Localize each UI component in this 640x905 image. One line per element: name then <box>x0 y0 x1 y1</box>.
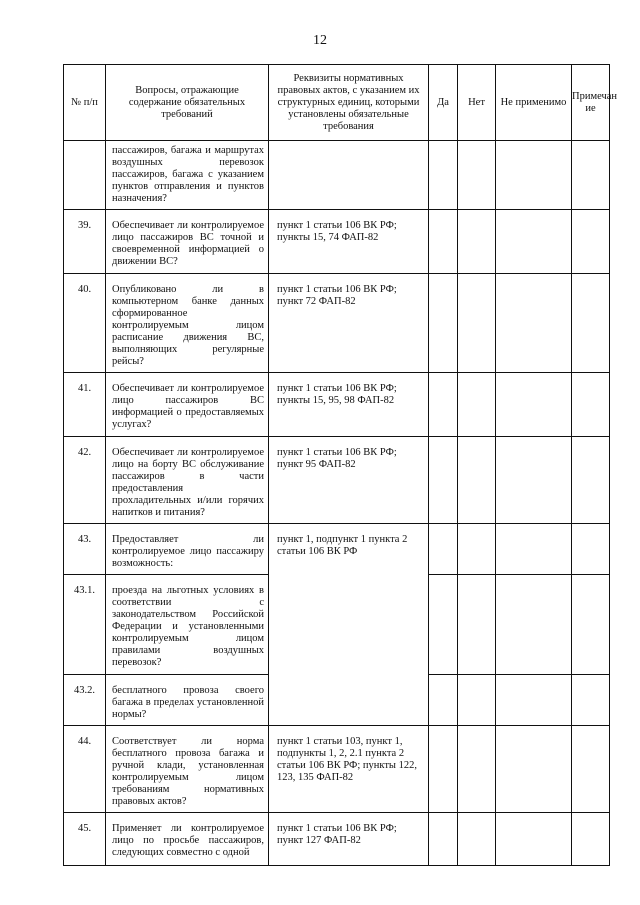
row-num <box>64 141 106 210</box>
row-question: Обеспечивает ли контролируемое лицо пассажиров ВС точной и своевременной информацией о движении ВС? <box>106 210 269 274</box>
row-reference: пункт 1 статьи 106 ВК РФ; пункт 127 ФАП-82 <box>269 813 429 866</box>
header-note: Примечан ие <box>572 65 610 141</box>
table-row <box>64 726 610 813</box>
cell-no[interactable] <box>458 437 496 524</box>
cell-note[interactable] <box>572 373 610 437</box>
cell-note[interactable] <box>572 141 610 210</box>
row-num: 43. <box>64 524 106 575</box>
row-num: 43.2. <box>64 675 106 726</box>
cell-not-applicable[interactable] <box>496 726 572 813</box>
row-reference <box>269 141 429 210</box>
cell-no[interactable] <box>458 726 496 813</box>
row-reference: пункт 1 статьи 106 ВК РФ; пункт 95 ФАП-82 <box>269 437 429 524</box>
row-reference: пункт 1 статьи 106 ВК РФ; пункты 15, 95, 98 ФАП-82 <box>269 373 429 437</box>
cell-yes[interactable] <box>429 274 458 373</box>
cell-yes[interactable] <box>429 210 458 274</box>
header-reference: Реквизиты нормативных правовых актов, с указанием их структурных единиц, которыми установлены обязательные требования <box>269 65 429 141</box>
row-question: бесплатного провоза своего багажа в пределах установленной нормы? <box>106 675 269 726</box>
cell-no[interactable] <box>458 210 496 274</box>
cell-no[interactable] <box>458 813 496 866</box>
cell-note[interactable] <box>572 575 610 675</box>
cell-not-applicable[interactable] <box>496 274 572 373</box>
row-question: Обеспечивает ли контролируемое лицо на борту ВС обслуживание пассажиров в части предоставления прохладительных и/или горячих напитков и питания? <box>106 437 269 524</box>
cell-yes[interactable] <box>429 437 458 524</box>
cell-no[interactable] <box>458 373 496 437</box>
row-question: Опубликовано ли в компьютерном банке данных сформированное контролируемым лицом расписание движения ВС, выполняющих регулярные рейсы? <box>106 274 269 373</box>
table-row <box>64 274 610 373</box>
row-reference: пункт 1, подпункт 1 пункта 2 статьи 106 ВК РФ <box>269 524 429 726</box>
row-reference: пункт 1 статьи 106 ВК РФ; пункт 72 ФАП-82 <box>269 274 429 373</box>
row-num: 43.1. <box>64 575 106 675</box>
row-num: 44. <box>64 726 106 813</box>
row-question: пассажиров, багажа и маршрутах воздушных перевозок пассажиров, багажа с указанием пунктов отправления и пунктов назначения? <box>106 141 269 210</box>
cell-not-applicable[interactable] <box>496 524 572 575</box>
cell-yes[interactable] <box>429 575 458 675</box>
row-num: 42. <box>64 437 106 524</box>
header-not-applicable: Не применимо <box>496 65 572 141</box>
cell-yes[interactable] <box>429 675 458 726</box>
row-question: Применяет ли контролируемое лицо по просьбе пассажиров, следующих совместно с одной <box>106 813 269 866</box>
cell-yes[interactable] <box>429 726 458 813</box>
cell-note[interactable] <box>572 210 610 274</box>
cell-not-applicable[interactable] <box>496 675 572 726</box>
table-row <box>64 524 610 575</box>
cell-not-applicable[interactable] <box>496 210 572 274</box>
header-num: № п/п <box>64 65 106 141</box>
table-row <box>64 210 610 274</box>
requirements-table <box>63 64 618 866</box>
cell-no[interactable] <box>458 675 496 726</box>
cell-yes[interactable] <box>429 141 458 210</box>
cell-not-applicable[interactable] <box>496 437 572 524</box>
table-row <box>64 373 610 437</box>
cell-yes[interactable] <box>429 813 458 866</box>
row-num: 41. <box>64 373 106 437</box>
cell-note[interactable] <box>572 726 610 813</box>
page-number: 12 <box>313 33 327 48</box>
cell-not-applicable[interactable] <box>496 373 572 437</box>
cell-not-applicable[interactable] <box>496 813 572 866</box>
row-question: Обеспечивает ли контролируемое лицо пассажиров ВС информацией о предоставляемых услугах? <box>106 373 269 437</box>
cell-note[interactable] <box>572 524 610 575</box>
header-yes: Да <box>429 65 458 141</box>
cell-not-applicable[interactable] <box>496 141 572 210</box>
cell-note[interactable] <box>572 813 610 866</box>
row-num: 39. <box>64 210 106 274</box>
cell-note[interactable] <box>572 675 610 726</box>
header-no: Нет <box>458 65 496 141</box>
table-header-row <box>64 65 610 141</box>
header-question: Вопросы, отражающие содержание обязательных требований <box>106 65 269 141</box>
table-row <box>64 437 610 524</box>
cell-no[interactable] <box>458 524 496 575</box>
cell-yes[interactable] <box>429 373 458 437</box>
cell-no[interactable] <box>458 575 496 675</box>
cell-note[interactable] <box>572 437 610 524</box>
cell-not-applicable[interactable] <box>496 575 572 675</box>
row-reference: пункт 1 статьи 106 ВК РФ; пункты 15, 74 ФАП-82 <box>269 210 429 274</box>
row-num: 40. <box>64 274 106 373</box>
row-reference: пункт 1 статьи 103, пункт 1, подпункты 1, 2, 2.1 пункта 2 статьи 106 ВК РФ; пункты 122, 123, 135 ФАП-82 <box>269 726 429 813</box>
table-row <box>64 813 610 866</box>
row-question: Соответствует ли норма бесплатного провоза багажа и ручной клади, установленная контролируемым лицом требованиям нормативных правовых актов? <box>106 726 269 813</box>
cell-yes[interactable] <box>429 524 458 575</box>
table-row <box>64 141 610 210</box>
row-question: Предоставляет ли контролируемое лицо пассажиру возможность: <box>106 524 269 575</box>
cell-no[interactable] <box>458 274 496 373</box>
cell-no[interactable] <box>458 141 496 210</box>
row-num: 45. <box>64 813 106 866</box>
cell-note[interactable] <box>572 274 610 373</box>
row-question: проезда на льготных условиях в соответствии с законодательством Российской Федерации и установленными контролируемым лицом правилами воздушных перевозок? <box>106 575 269 675</box>
